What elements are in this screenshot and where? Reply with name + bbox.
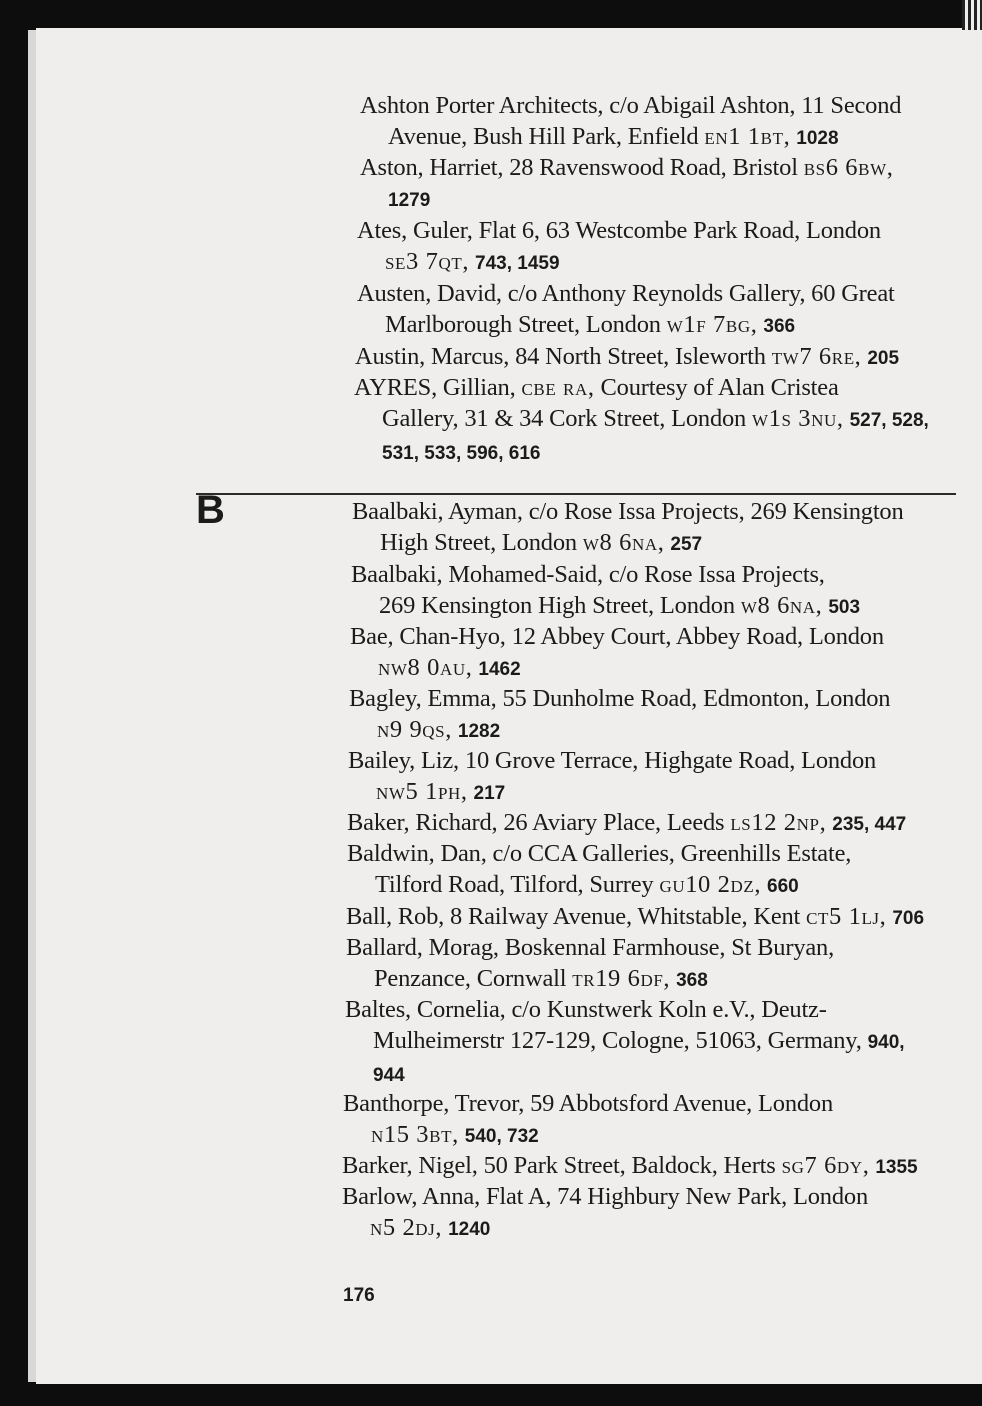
page-refs: 205 xyxy=(867,348,900,369)
index-entry xyxy=(352,496,904,560)
section-letter: B xyxy=(196,488,225,532)
postcode: n15 3bt, xyxy=(371,1121,459,1148)
entry-line xyxy=(357,246,881,279)
entry-line: Austen, David, c/o Anthony Reynolds Gallery, 60 Great xyxy=(357,280,895,307)
index-entry xyxy=(360,152,893,216)
entry-line: Avenue, Bush Hill Park, Enfield en1 1bt, 1028 xyxy=(388,123,839,150)
page-refs: 527, 528, xyxy=(849,410,929,431)
index-entry xyxy=(349,683,890,747)
index-entry xyxy=(357,215,881,279)
entry-line: Bagley, Emma, 55 Dunholme Road, Edmonton, London xyxy=(349,685,891,712)
postcode: nw5 1ph, xyxy=(376,778,468,805)
index-entry xyxy=(357,278,895,342)
postcode: ls12 2np, xyxy=(730,809,827,836)
page-refs: 217 xyxy=(473,783,506,804)
postcode: n9 9qs, xyxy=(377,716,452,743)
entry-line: High Street, London w8 6na, 257 xyxy=(380,529,703,556)
postcode: tr19 6df, xyxy=(572,965,671,992)
index-entry xyxy=(345,994,905,1091)
entry-line: AYRES, Gillian, cbe ra, Courtesy of Alan Cristea xyxy=(354,374,839,401)
page-refs: 540, 732 xyxy=(464,1126,539,1147)
entry-line: Bae, Chan-Hyo, 12 Abbey Court, Abbey Road, London xyxy=(350,623,884,650)
scan-edge-mark xyxy=(962,0,982,30)
index-entry xyxy=(347,807,906,840)
postcode: w8 6na, xyxy=(740,592,823,619)
index-entry xyxy=(343,1088,833,1152)
postcode: se3 7qt, xyxy=(385,248,470,275)
index-entry xyxy=(342,1150,918,1183)
index-entry xyxy=(360,90,901,154)
entry-line: Ballard, Morag, Boskennal Farmhouse, St Buryan, xyxy=(346,934,835,961)
entry-line: Baldwin, Dan, c/o CCA Galleries, Greenhills Estate, xyxy=(347,840,852,867)
entry-line: Bailey, Liz, 10 Grove Terrace, Highgate Road, London xyxy=(348,747,877,774)
postcode: en1 1bt, xyxy=(704,123,791,150)
index-entry xyxy=(346,932,834,996)
index-entry xyxy=(351,559,860,623)
entry-line xyxy=(342,1212,868,1245)
postcode: tw7 6re, xyxy=(771,343,862,370)
page-refs: 1462 xyxy=(478,659,521,680)
index-entry xyxy=(355,341,899,374)
postcode: bs6 6bw, xyxy=(803,154,894,181)
entry-line: Ashton Porter Architects, c/o Abigail Ashton, 11 Second xyxy=(360,92,902,119)
postcode: w1s 3nu, xyxy=(752,405,844,432)
entry-line: Baalbaki, Mohamed-Said, c/o Rose Issa Projects, xyxy=(351,561,825,588)
postcode: ct5 1lj, xyxy=(806,903,887,930)
page-refs: 368 xyxy=(676,970,708,991)
page-refs: 503 xyxy=(828,597,861,618)
page-refs: 743, 1459 xyxy=(475,253,560,274)
entry-line: Barker, Nigel, 50 Park Street, Baldock, Herts sg7 6dy, 1355 xyxy=(342,1152,918,1179)
page-refs: 1355 xyxy=(875,1157,918,1178)
page-refs: 660 xyxy=(767,876,799,897)
entry-line xyxy=(360,183,893,216)
page-refs: 1282 xyxy=(457,721,501,742)
index-entry xyxy=(354,372,929,469)
index-entry xyxy=(350,621,884,685)
entry-line: Banthorpe, Trevor, 59 Abbotsford Avenue, London xyxy=(343,1090,834,1117)
page-refs: 944 xyxy=(373,1065,405,1086)
entry-line: Gallery, 31 & 34 Cork Street, London w1s 3nu, 527, 528, xyxy=(382,405,929,432)
page-refs: 1279 xyxy=(388,190,431,211)
entry-line: Aston, Harriet, 28 Ravenswood Road, Bristol bs6 6bw, xyxy=(360,154,894,181)
section-rule xyxy=(196,493,956,495)
index-entry xyxy=(348,745,876,809)
postcode: nw8 0au, xyxy=(378,654,473,681)
entry-line: Baker, Richard, 26 Aviary Place, Leeds ls12 2np, 235, 447 xyxy=(347,809,907,836)
entry-line: Ball, Rob, 8 Railway Avenue, Whitstable, Kent ct5 1lj, 706 xyxy=(346,903,925,930)
entry-line xyxy=(343,1119,833,1152)
page-refs: 366 xyxy=(763,316,796,337)
entry-line xyxy=(345,1058,905,1091)
postcode: w1f 7bg, xyxy=(666,311,758,338)
entry-line xyxy=(348,776,876,809)
entry-line: Austin, Marcus, 84 North Street, Isleworth tw7 6re, 205 xyxy=(355,343,900,370)
entry-line: Barlow, Anna, Flat A, 74 Highbury New Park, London xyxy=(342,1183,868,1210)
entry-line: Baalbaki, Ayman, c/o Rose Issa Projects, 269 Kensington xyxy=(352,498,904,525)
entry-line: 269 Kensington High Street, London w8 6na, 503 xyxy=(379,592,861,619)
page-refs: 1240 xyxy=(448,1219,491,1240)
postcode: w8 6na, xyxy=(582,529,665,556)
entry-line: Ates, Guler, Flat 6, 63 Westcombe Park Road, London xyxy=(357,217,881,244)
entry-line: Marlborough Street, London w1f 7bg, 366 xyxy=(385,311,796,338)
page-refs: 706 xyxy=(892,908,925,929)
index-entry xyxy=(342,1181,868,1245)
index-entry xyxy=(346,901,924,934)
page-refs: 1028 xyxy=(796,128,839,149)
entry-line xyxy=(354,436,929,469)
entry-line: Baltes, Cornelia, c/o Kunstwerk Koln e.V., Deutz- xyxy=(345,996,827,1023)
postcode: sg7 6dy, xyxy=(781,1152,870,1179)
page-refs: 531, 533, 596, 616 xyxy=(382,443,541,464)
postcode: gu10 2dz, xyxy=(659,871,762,898)
postcode: n5 2dj, xyxy=(370,1214,443,1241)
honours: cbe ra, xyxy=(521,374,595,401)
entry-line xyxy=(349,714,890,747)
entry-line: Mulheimerstr 127-129, Cologne, 51063, Germany, 940, xyxy=(373,1027,905,1054)
page-number: 176 xyxy=(343,1285,375,1306)
page-refs: 235, 447 xyxy=(832,814,907,835)
page-refs: 940, xyxy=(867,1032,905,1053)
entry-line: Penzance, Cornwall tr19 6df, 368 xyxy=(374,965,708,992)
index-entry xyxy=(347,838,851,902)
page-refs: 257 xyxy=(670,534,703,555)
entry-line xyxy=(350,652,884,685)
entry-line: Tilford Road, Tilford, Surrey gu10 2dz, 660 xyxy=(375,871,799,898)
